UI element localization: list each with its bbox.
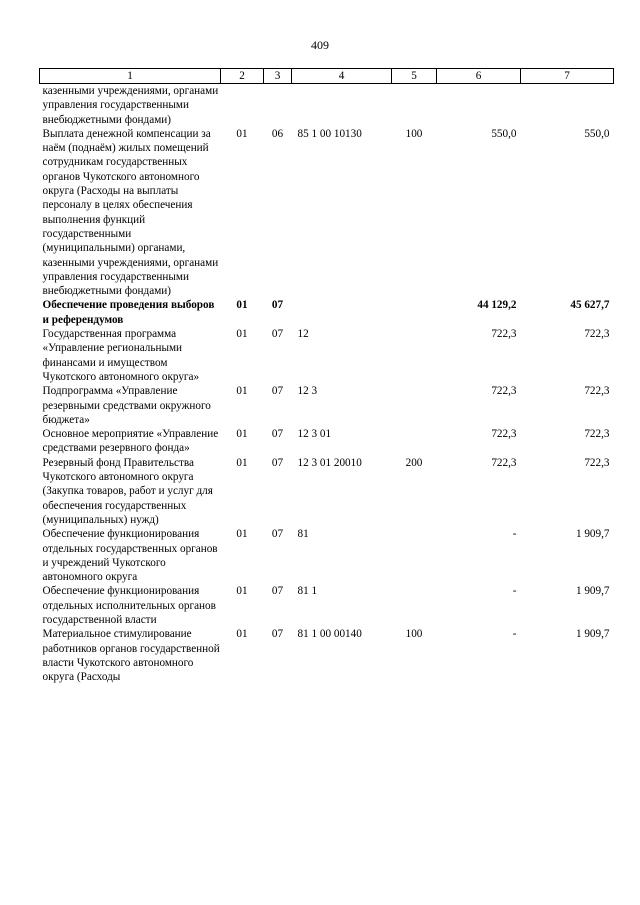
target-article-code: 85 1 00 10130 <box>297 127 362 140</box>
section-code: 01 <box>236 428 248 441</box>
amount-year-2 <box>521 84 614 127</box>
item-name: Резервный фонд Правительства Чукотского автономного округа (Закупка товаров, работ и услуг для обеспечения государственных (муниципальных) нужд) <box>42 456 213 526</box>
expense-type-code: 100 <box>405 628 423 641</box>
target-article-code <box>292 298 392 327</box>
amount-year-2: 550,0 <box>584 127 610 140</box>
section-code: 01 <box>236 528 248 541</box>
item-name: Подпрограмма «Управление резервными средствами окружного бюджета» <box>42 385 211 426</box>
table-row <box>40 298 614 327</box>
budget-table <box>39 68 614 684</box>
column-header-4: 4 <box>292 69 392 84</box>
target-article-code: 12 3 01 <box>297 428 332 441</box>
section-code: 01 <box>236 456 248 469</box>
amount-year-1: - <box>512 628 517 641</box>
subsection-code: 06 <box>271 127 284 140</box>
section-code: 01 <box>236 385 248 398</box>
expense-type-code <box>392 84 437 127</box>
item-name: Обеспечение функционирования отдельных исполнительных органов государственной власти <box>42 585 216 626</box>
amount-year-2: 722,3 <box>584 456 610 469</box>
item-name: Обеспечение функционирования отдельных государственных органов и учреждений Чукотского автономного округа <box>42 528 218 584</box>
section-code <box>221 84 264 127</box>
target-article-code: 81 1 <box>297 585 318 598</box>
table-row <box>40 527 614 584</box>
target-article-code: 81 1 00 00140 <box>297 628 362 641</box>
section-code: 01 <box>236 328 248 341</box>
amount-year-2: 722,3 <box>584 328 610 341</box>
expense-type-code <box>392 427 437 456</box>
target-article-code: 81 <box>297 528 309 541</box>
subsection-code: 07 <box>271 528 284 541</box>
table-header-row <box>40 69 614 84</box>
expense-type-code <box>392 384 437 427</box>
subsection-code: 07 <box>271 456 284 469</box>
section-code: 01 <box>236 127 248 140</box>
expense-type-code: 100 <box>405 127 423 140</box>
expense-type-code <box>392 584 437 627</box>
subsection-code: 07 <box>271 585 284 598</box>
amount-year-2: 722,3 <box>584 428 610 441</box>
amount-year-1: 722,3 <box>491 428 517 441</box>
table-row <box>40 427 614 456</box>
column-header-6: 6 <box>437 69 521 84</box>
amount-year-2: 722,3 <box>584 385 610 398</box>
table-row <box>40 84 614 127</box>
subsection-code: 07 <box>271 428 284 441</box>
subsection-code: 07 <box>271 328 284 341</box>
table-row <box>40 327 614 384</box>
item-name: Государственная программа «Управление региональными финансами и имуществом Чукотского автономного округа» <box>42 328 200 383</box>
column-header-2: 2 <box>221 69 264 84</box>
column-header-7: 7 <box>521 69 614 84</box>
table-row <box>40 127 614 299</box>
table-body <box>40 84 614 685</box>
item-name: Обеспечение проведения выборов и референдумов <box>42 299 215 326</box>
expense-type-code <box>392 327 437 384</box>
amount-year-2: 1 909,7 <box>575 528 610 541</box>
subsection-code: 07 <box>271 628 284 641</box>
item-name: Выплата денежной компенсации за наём (поднаём) жилых помещений сотрудникам государственных органов Чукотского автономного округа (Расходы на выплаты персоналу в целях обеспечения выполнения функций государственными (муниципальными) органами, казенными учреждениями, органами управления государственными внебюджетными фондами) <box>42 127 219 298</box>
expense-type-code: 200 <box>405 456 423 469</box>
section-code: 01 <box>236 585 248 598</box>
column-header-5: 5 <box>392 69 437 84</box>
item-name: казенными учреждениями, органами управления государственными внебюджетными фондами) <box>42 85 219 126</box>
expense-type-code <box>392 298 437 327</box>
amount-year-1: - <box>512 528 517 541</box>
amount-year-1: 722,3 <box>491 385 517 398</box>
subsection-code: 07 <box>271 299 284 312</box>
table-row <box>40 627 614 684</box>
amount-year-1: 722,3 <box>491 456 517 469</box>
amount-year-1: - <box>512 585 517 598</box>
page-number: 409 <box>311 38 329 52</box>
table-row <box>40 584 614 627</box>
amount-year-2: 1 909,7 <box>575 628 610 641</box>
subsection-code: 07 <box>271 385 284 398</box>
amount-year-2: 1 909,7 <box>575 585 610 598</box>
target-article-code <box>292 84 392 127</box>
section-code: 01 <box>236 628 248 641</box>
expense-type-code <box>392 527 437 584</box>
amount-year-1 <box>437 84 521 127</box>
amount-year-2: 45 627,7 <box>570 299 610 312</box>
column-header-1: 1 <box>40 69 221 84</box>
table-row <box>40 456 614 527</box>
column-header-3: 3 <box>264 69 292 84</box>
target-article-code: 12 <box>297 328 309 341</box>
amount-year-1: 44 129,2 <box>477 299 517 312</box>
section-code: 01 <box>236 299 248 312</box>
amount-year-1: 722,3 <box>491 328 517 341</box>
item-name: Основное мероприятие «Управление средствами резервного фонда» <box>42 428 219 455</box>
table-row <box>40 384 614 427</box>
amount-year-1: 550,0 <box>491 127 517 140</box>
item-name: Материальное стимулирование работников органов государственной власти Чукотского автономного округа (Расходы <box>42 628 220 684</box>
target-article-code: 12 3 <box>297 385 318 398</box>
target-article-code: 12 3 01 20010 <box>297 456 362 469</box>
subsection-code <box>264 84 292 127</box>
